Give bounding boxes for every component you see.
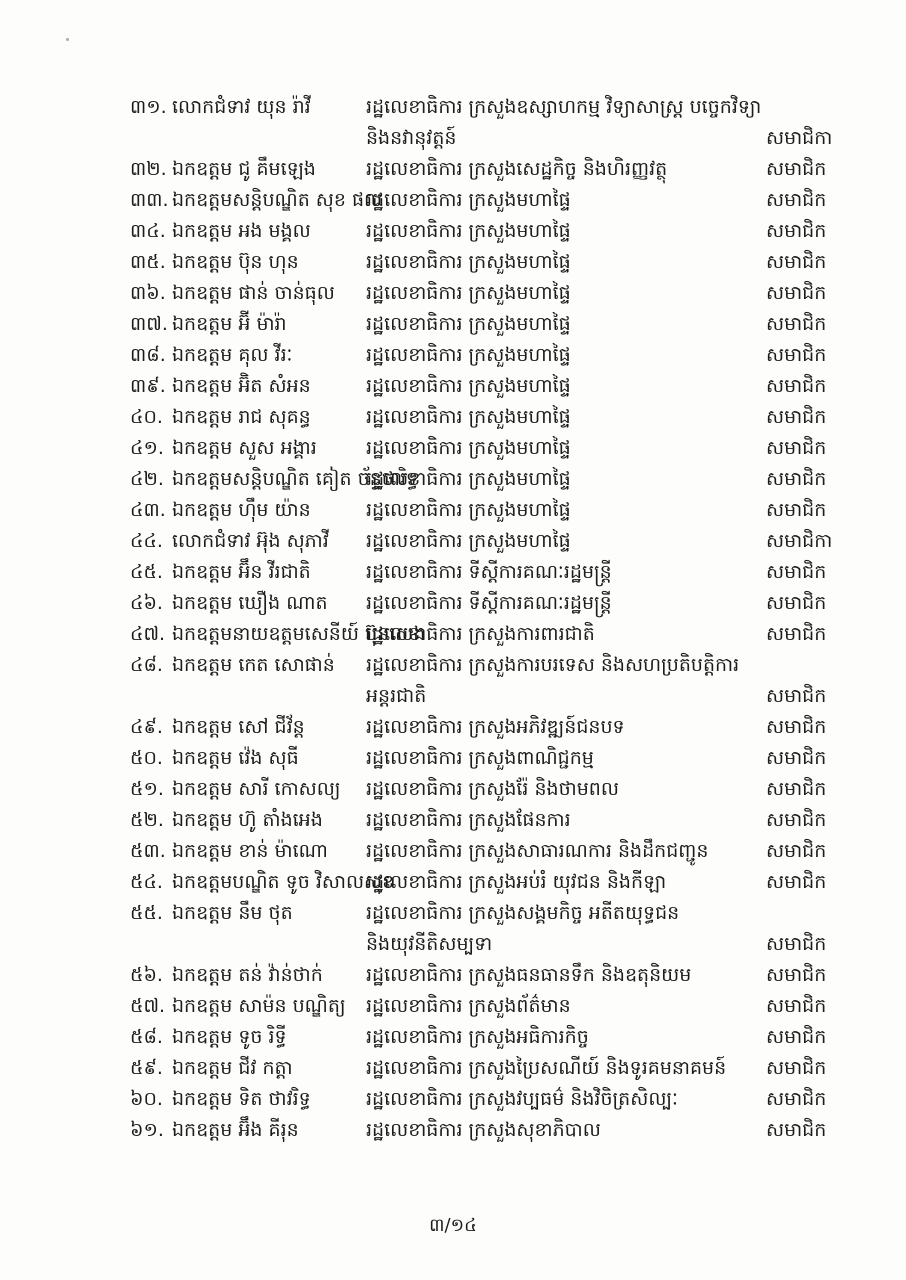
member-role: សមាជិក (766, 313, 827, 335)
member-position: រដ្ឋលេខាធិការ ទីស្ដីការគណៈរដ្ឋមន្ត្រី (366, 561, 612, 583)
member-role: សមាជិក (766, 561, 827, 583)
member-row (0, 898, 906, 960)
member-position: រដ្ឋលេខាធិការ ទីស្ដីការគណៈរដ្ឋមន្ត្រី (366, 592, 612, 614)
member-role: សមាជិក (766, 716, 827, 738)
member-role: សមាជិក (766, 1088, 827, 1110)
member-position: រដ្ឋលេខាធិការ ក្រសួងសាធារណការ និងដឹកជញ្ជូន (366, 840, 709, 862)
member-name: ឯកឧត្តម ទិត ថាវរិទ្ធ (172, 1088, 311, 1110)
member-position: រដ្ឋលេខាធិការ ក្រសួងមហាផ្ទៃ (366, 468, 571, 490)
member-number: ៤៩. (130, 716, 163, 738)
member-number: ៥៩. (130, 1057, 163, 1079)
member-name: ឯកឧត្តម វ៉េង សុធី (172, 747, 299, 769)
member-position: រដ្ឋលេខាធិការ ក្រសួងមហាផ្ទៃ (366, 499, 571, 521)
member-row (0, 650, 906, 712)
member-position: រដ្ឋលេខាធិការ ក្រសួងផែនការ (366, 809, 571, 831)
member-row (0, 433, 906, 464)
member-position: រដ្ឋលេខាធិការ ក្រសួងអភិវឌ្ឍន៍ជនបទ (366, 716, 625, 738)
member-row (0, 557, 906, 588)
member-name: ឯកឧត្តម អ៊ឹន វីរជាតិ (172, 561, 311, 583)
member-name: ឯកឧត្តម កេត សោផាន់ (172, 654, 335, 676)
member-row (0, 991, 906, 1022)
member-number: ៥៣. (130, 840, 166, 862)
member-name: ឯកឧត្តម ទូច រិទ្ធី (172, 1026, 287, 1048)
member-role: សមាជិក (766, 1057, 827, 1079)
member-number: ៣៦. (130, 282, 166, 304)
member-row (0, 402, 906, 433)
member-number: ៣៣. (130, 189, 169, 211)
member-number: ៤៦. (130, 592, 163, 614)
member-name: ឯកឧត្តម សាម៉ន បណ្ឌិត្យ (172, 995, 346, 1017)
member-number: ៤៥. (130, 561, 163, 583)
member-name: ឯកឧត្តម រាជ សុគន្ធ (172, 406, 311, 428)
member-number: ៥០. (130, 747, 163, 769)
member-role: សមាជិកា (766, 127, 833, 149)
member-row (0, 588, 906, 619)
member-name: ឯកឧត្តម សៅ ជីវ័ន្ត (172, 716, 305, 738)
member-position-continued: និងយុវនីតិសម្បទា (366, 933, 493, 955)
member-role: សមាជិក (766, 809, 827, 831)
member-row (0, 867, 906, 898)
member-role: សមាជិក (766, 995, 827, 1017)
member-position: រដ្ឋលេខាធិការ ក្រសួងមហាផ្ទៃ (366, 530, 571, 552)
member-row (0, 805, 906, 836)
member-position: រដ្ឋលេខាធិការ ក្រសួងការបរទេស និងសហប្រតិបត្តិការ (366, 654, 740, 676)
member-name: ឯកឧត្តមបណ្ឌិត ទូច វិសាលសុខ (172, 871, 395, 893)
member-name: ឯកឧត្តម ហ៊ូ តាំងអេង (172, 809, 323, 831)
member-row (0, 154, 906, 185)
member-number: ៥៨. (130, 1026, 163, 1048)
member-name: ឯកឧត្តម ខាន់ ម៉ាណោ (172, 840, 328, 862)
member-row (0, 1084, 906, 1115)
member-number: ៣១. (130, 96, 167, 118)
member-list (0, 92, 906, 1146)
member-name: ឯកឧត្តម អ៊ិត សំអន (172, 375, 311, 397)
member-role: សមាជិក (766, 251, 827, 273)
member-position-continued: និងនវានុវត្តន៍ (366, 127, 457, 149)
member-position: រដ្ឋលេខាធិការ ក្រសួងមហាផ្ទៃ (366, 282, 571, 304)
member-row (0, 340, 906, 371)
member-role: សមាជិក (766, 623, 827, 645)
member-number: ៤១. (130, 437, 164, 459)
member-position: រដ្ឋលេខាធិការ ក្រសួងសេដ្ឋកិច្ច និងហិរញ្ញវត្ថុ (366, 158, 668, 180)
member-row (0, 495, 906, 526)
member-role: សមាជិក (766, 437, 827, 459)
member-position: រដ្ឋលេខាធិការ ក្រសួងសុខាភិបាល (366, 1119, 601, 1141)
member-role: សមាជិក (766, 220, 827, 242)
member-number: ៥២. (130, 809, 164, 831)
member-position: រដ្ឋលេខាធិការ ក្រសួងពាណិជ្ជកម្ម (366, 747, 594, 769)
member-row (0, 774, 906, 805)
member-row (0, 216, 906, 247)
member-number: ៥៤. (130, 871, 163, 893)
member-number: ៤៧. (130, 623, 166, 645)
member-position: រដ្ឋលេខាធិការ ក្រសួងមហាផ្ទៃ (366, 220, 571, 242)
member-number: ៦០. (130, 1088, 163, 1110)
member-position: រដ្ឋលេខាធិការ ក្រសួងព័ត៌មាន (366, 995, 571, 1017)
member-position: រដ្ឋលេខាធិការ ក្រសួងឧស្សាហកម្ម វិទ្យាសាស្ត្រ បច្ចេកវិទ្យា (366, 96, 762, 118)
member-name: ឯកឧត្តម ជូ គឹមឡេង (172, 158, 316, 180)
member-position: រដ្ឋលេខាធិការ ក្រសួងធនធានទឹក និងឧតុនិយម (366, 964, 692, 986)
member-number: ៣៩. (130, 375, 166, 397)
member-name: ឯកឧត្តម អង មង្គល (172, 220, 311, 242)
member-name: ឯកឧត្តម គុល វីរៈ (172, 344, 293, 366)
member-number: ៣៤. (130, 220, 166, 242)
member-row (0, 309, 906, 340)
member-row (0, 712, 906, 743)
member-name: ឯកឧត្តមសន្តិបណ្ឌិត សុខ ផល (172, 189, 383, 211)
member-role: សមាជិក (766, 1026, 827, 1048)
member-role: សមាជិក (766, 158, 827, 180)
member-name: លោកជំទាវ យុន រ៉ាវី (172, 96, 311, 118)
member-row (0, 247, 906, 278)
member-number: ៤៨. (130, 654, 163, 676)
member-role: សមាជិក (766, 840, 827, 862)
member-role: សមាជិក (766, 468, 827, 490)
member-role: សមាជិក (766, 778, 827, 800)
member-role: សមាជិក (766, 189, 827, 211)
member-position: រដ្ឋលេខាធិការ ក្រសួងការពារជាតិ (366, 623, 595, 645)
member-position: រដ្ឋលេខាធិការ ក្រសួងអធិការកិច្ច (366, 1026, 589, 1048)
member-row (0, 743, 906, 774)
member-role: សមាជិក (766, 406, 827, 428)
member-row (0, 278, 906, 309)
member-row (0, 960, 906, 991)
member-number: ៤២. (130, 468, 164, 490)
member-number: ៣៥. (130, 251, 166, 273)
member-position: រដ្ឋលេខាធិការ ក្រសួងមហាផ្ទៃ (366, 189, 571, 211)
member-role: សមាជិក (766, 344, 827, 366)
member-position: រដ្ឋលេខាធិការ ក្រសួងមហាផ្ទៃ (366, 251, 571, 273)
member-name: ឯកឧត្តម ប៊ុន ហុន (172, 251, 299, 273)
member-number: ៣៧. (130, 313, 168, 335)
member-number: ៥១. (130, 778, 164, 800)
member-row (0, 1053, 906, 1084)
member-role: សមាជិកា (766, 530, 833, 552)
member-number: ៥៦. (130, 964, 163, 986)
member-row (0, 526, 906, 557)
member-position: រដ្ឋលេខាធិការ ក្រសួងអប់រំ យុវជន និងកីឡា (366, 871, 667, 893)
member-name: ឯកឧត្តម ផាន់ ចាន់ធុល (172, 282, 335, 304)
member-number: ៤០. (130, 406, 163, 428)
member-position: រដ្ឋលេខាធិការ ក្រសួងមហាផ្ទៃ (366, 437, 571, 459)
member-role: សមាជិក (766, 282, 827, 304)
member-position: រដ្ឋលេខាធិការ ក្រសួងសង្គមកិច្ច អតីតយុទ្ធជន (366, 902, 680, 924)
member-role: សមាជិក (766, 375, 827, 397)
page-number: ៣/១៤ (429, 1215, 477, 1236)
member-row (0, 836, 906, 867)
member-name: លោកជំទាវ អ៊ុង សុភាវី (172, 530, 329, 552)
member-row (0, 371, 906, 402)
member-role: សមាជិក (766, 685, 827, 707)
member-number: ៣២. (130, 158, 167, 180)
member-name: ឯកឧត្តមនាយឧត្តមសេនីយ៍ ប៊ុនសេង (172, 623, 426, 645)
member-position: រដ្ឋលេខាធិការ ក្រសួងមហាផ្ទៃ (366, 344, 571, 366)
member-name: ឯកឧត្តម សារី កោសល្យ (172, 778, 341, 800)
member-name: ឯកឧត្តម ឃឿង ណាត (172, 592, 328, 614)
scan-speck (66, 38, 69, 41)
member-position-continued: អន្តរជាតិ (366, 685, 427, 707)
member-position: រដ្ឋលេខាធិការ ក្រសួងមហាផ្ទៃ (366, 375, 571, 397)
member-number: ៥៥. (130, 902, 163, 924)
member-number: ៤៤. (130, 530, 163, 552)
member-number: ៥៧. (130, 995, 166, 1017)
member-name: ឯកឧត្តម អ៊ឹង គីរុន (172, 1119, 299, 1141)
member-number: ៤៣. (130, 499, 166, 521)
member-name: ឯកឧត្តម អ៊ី ម៉ារ៉ា (172, 313, 287, 335)
member-name: ឯកឧត្តមសន្តិបណ្ឌិត គៀត ច័ន្ទថារិទ្ធ (172, 468, 418, 490)
member-name: ឯកឧត្តម ហ៊ឹម យ៉ាន (172, 499, 311, 521)
member-row (0, 619, 906, 650)
member-role: សមាជិក (766, 933, 827, 955)
member-name: ឯកឧត្តម នឹម ថុត (172, 902, 293, 924)
member-role: សមាជិក (766, 592, 827, 614)
member-row (0, 1022, 906, 1053)
member-row (0, 464, 906, 495)
member-row (0, 185, 906, 216)
member-name: ឯកឧត្តម សួស អង្គារ (172, 437, 317, 459)
member-role: សមាជិក (766, 871, 827, 893)
member-role: សមាជិក (766, 964, 827, 986)
member-position: រដ្ឋលេខាធិការ ក្រសួងវប្បធម៌ និងវិចិត្រសិល្បៈ (366, 1088, 678, 1110)
member-number: ៦១. (130, 1119, 164, 1141)
member-number: ៣៨. (130, 344, 166, 366)
member-role: សមាជិក (766, 1119, 827, 1141)
member-position: រដ្ឋលេខាធិការ ក្រសួងប្រៃសណីយ៍ និងទូរគមនាគមន៍ (366, 1057, 727, 1079)
member-role: សមាជិក (766, 747, 827, 769)
member-position: រដ្ឋលេខាធិការ ក្រសួងមហាផ្ទៃ (366, 406, 571, 428)
member-position: រដ្ឋលេខាធិការ ក្រសួងមហាផ្ទៃ (366, 313, 571, 335)
member-row (0, 1115, 906, 1146)
member-row (0, 92, 906, 154)
member-role: សមាជិក (766, 499, 827, 521)
member-name: ឯកឧត្តម ជីវ កត្តា (172, 1057, 293, 1079)
member-position: រដ្ឋលេខាធិការ ក្រសួងរ៉ែ និងថាមពល (366, 778, 619, 800)
member-name: ឯកឧត្តម តន់ វ៉ាន់ថាក់ (172, 964, 323, 986)
